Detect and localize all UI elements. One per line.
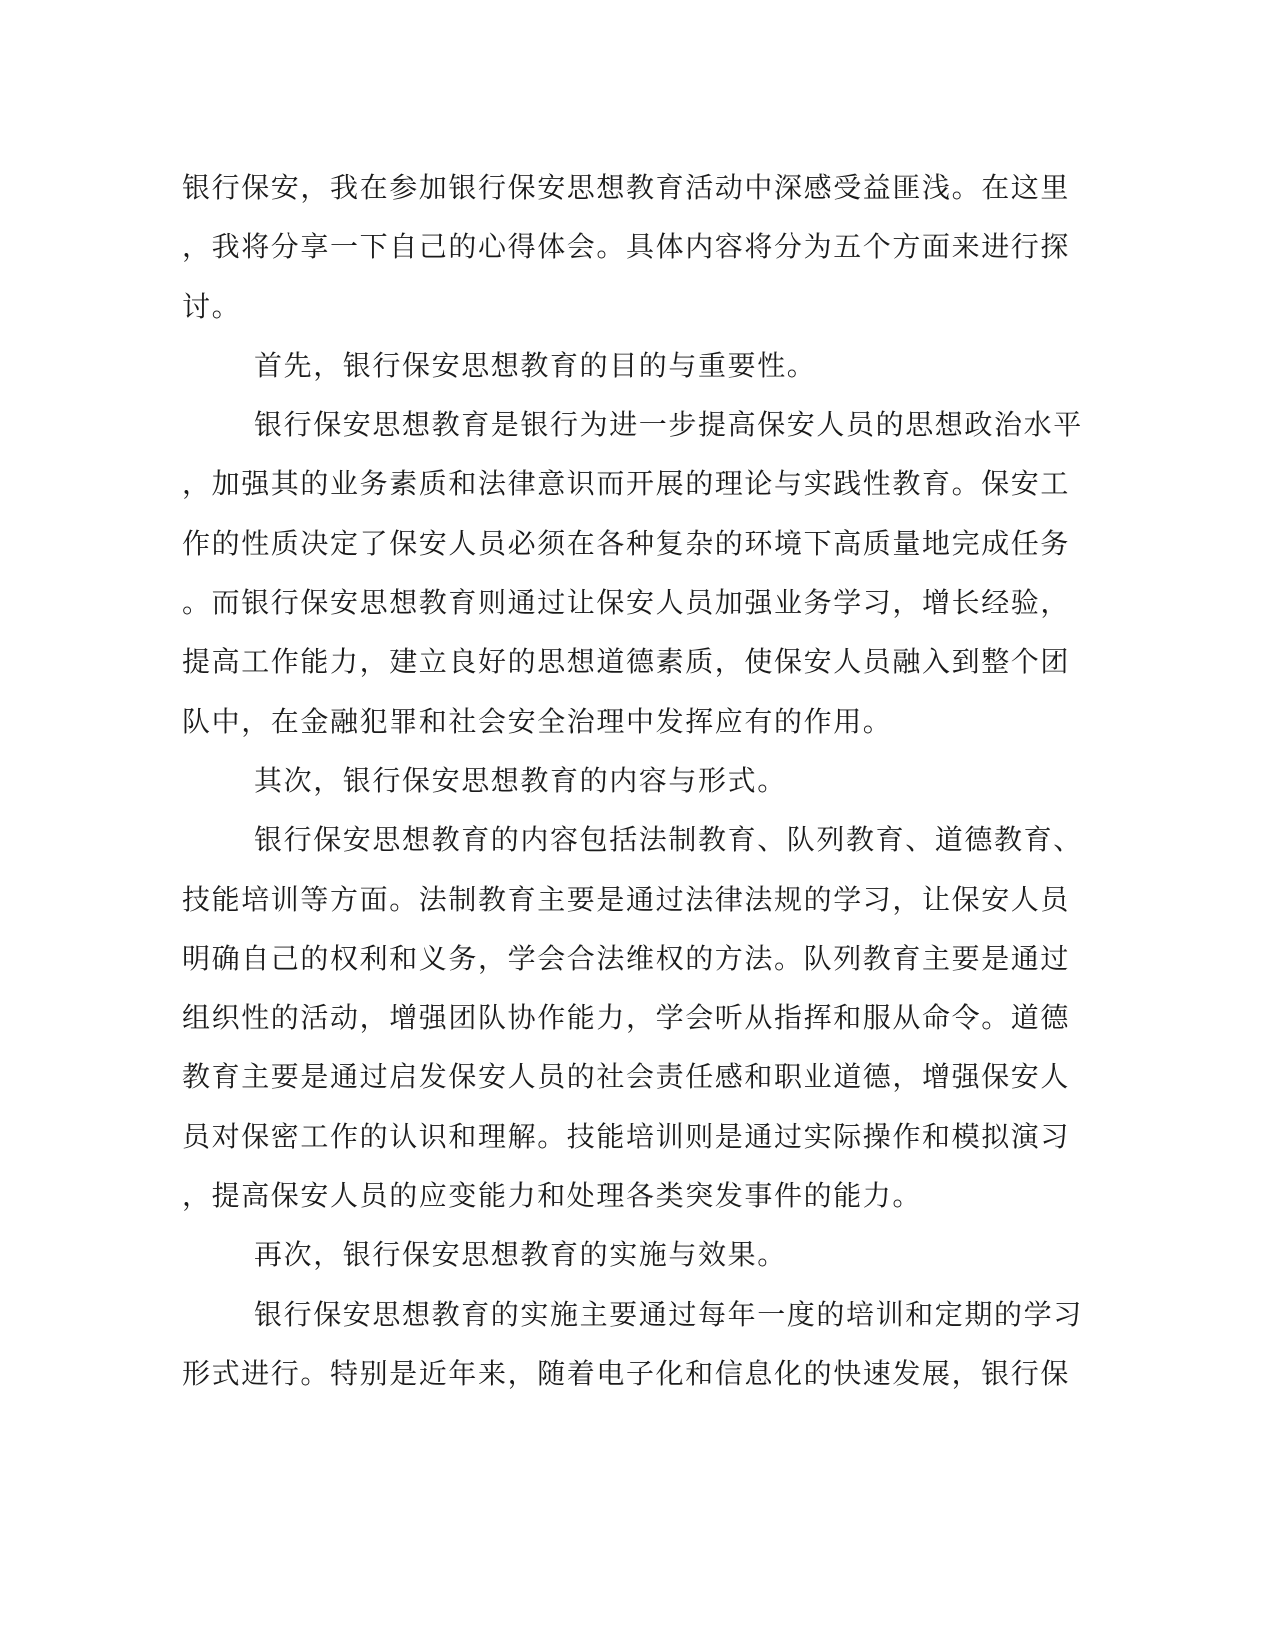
paragraph-first-line: 首先，银行保安思想教育的目的与重要性。 xyxy=(254,348,817,382)
text-line: ，加强其的业务素质和法律意识而开展的理论与实践性教育。保安工 xyxy=(182,467,1071,501)
text-line: ，提高保安人员的应变能力和处理各类突发事件的能力。 xyxy=(182,1179,923,1213)
text-line: 组织性的活动，增强团队协作能力，学会听从指挥和服从命令。道德 xyxy=(182,1001,1071,1035)
text-line: 讨。 xyxy=(182,289,242,323)
text-line: 教育主要是通过启发保安人员的社会责任感和职业道德，增强保安人 xyxy=(182,1060,1071,1094)
text-line: 提高工作能力，建立良好的思想道德素质，使保安人员融入到整个团 xyxy=(182,645,1071,679)
paragraph-first-line: 银行保安思想教育是银行为进一步提高保安人员的思想政治水平 xyxy=(254,408,1083,442)
paragraph-first-line: 再次，银行保安思想教育的实施与效果。 xyxy=(254,1238,787,1272)
text-line: 银行保安，我在参加银行保安思想教育活动中深感受益匪浅。在这里 xyxy=(182,171,1071,204)
text-line: 技能培训等方面。法制教育主要是通过法律法规的学习，让保安人员 xyxy=(182,882,1071,916)
paragraph-first-line: 其次，银行保安思想教育的内容与形式。 xyxy=(254,763,787,797)
text-line: 作的性质决定了保安人员必须在各种复杂的环境下高质量地完成任务 xyxy=(182,526,1071,560)
paragraph-first-line: 银行保安思想教育的实施主要通过每年一度的培训和定期的学习 xyxy=(254,1297,1083,1331)
text-line: 明确自己的权利和义务，学会合法维权的方法。队列教育主要是通过 xyxy=(182,941,1071,975)
text-line: 形式进行。特别是近年来，随着电子化和信息化的快速发展，银行保 xyxy=(182,1356,1071,1390)
paragraph-first-line: 银行保安思想教育的内容包括法制教育、队列教育、道德教育、 xyxy=(254,823,1083,857)
text-line: 。而银行保安思想教育则通过让保安人员加强业务学习，增长经验， xyxy=(182,586,1071,620)
text-line: 队中，在金融犯罪和社会安全治理中发挥应有的作用。 xyxy=(182,704,893,738)
text-line: ，我将分享一下自己的心得体会。具体内容将分为五个方面来进行探 xyxy=(182,230,1071,264)
document-body xyxy=(182,158,1083,1403)
text-line: 员对保密工作的认识和理解。技能培训则是通过实际操作和模拟演习 xyxy=(182,1119,1071,1153)
